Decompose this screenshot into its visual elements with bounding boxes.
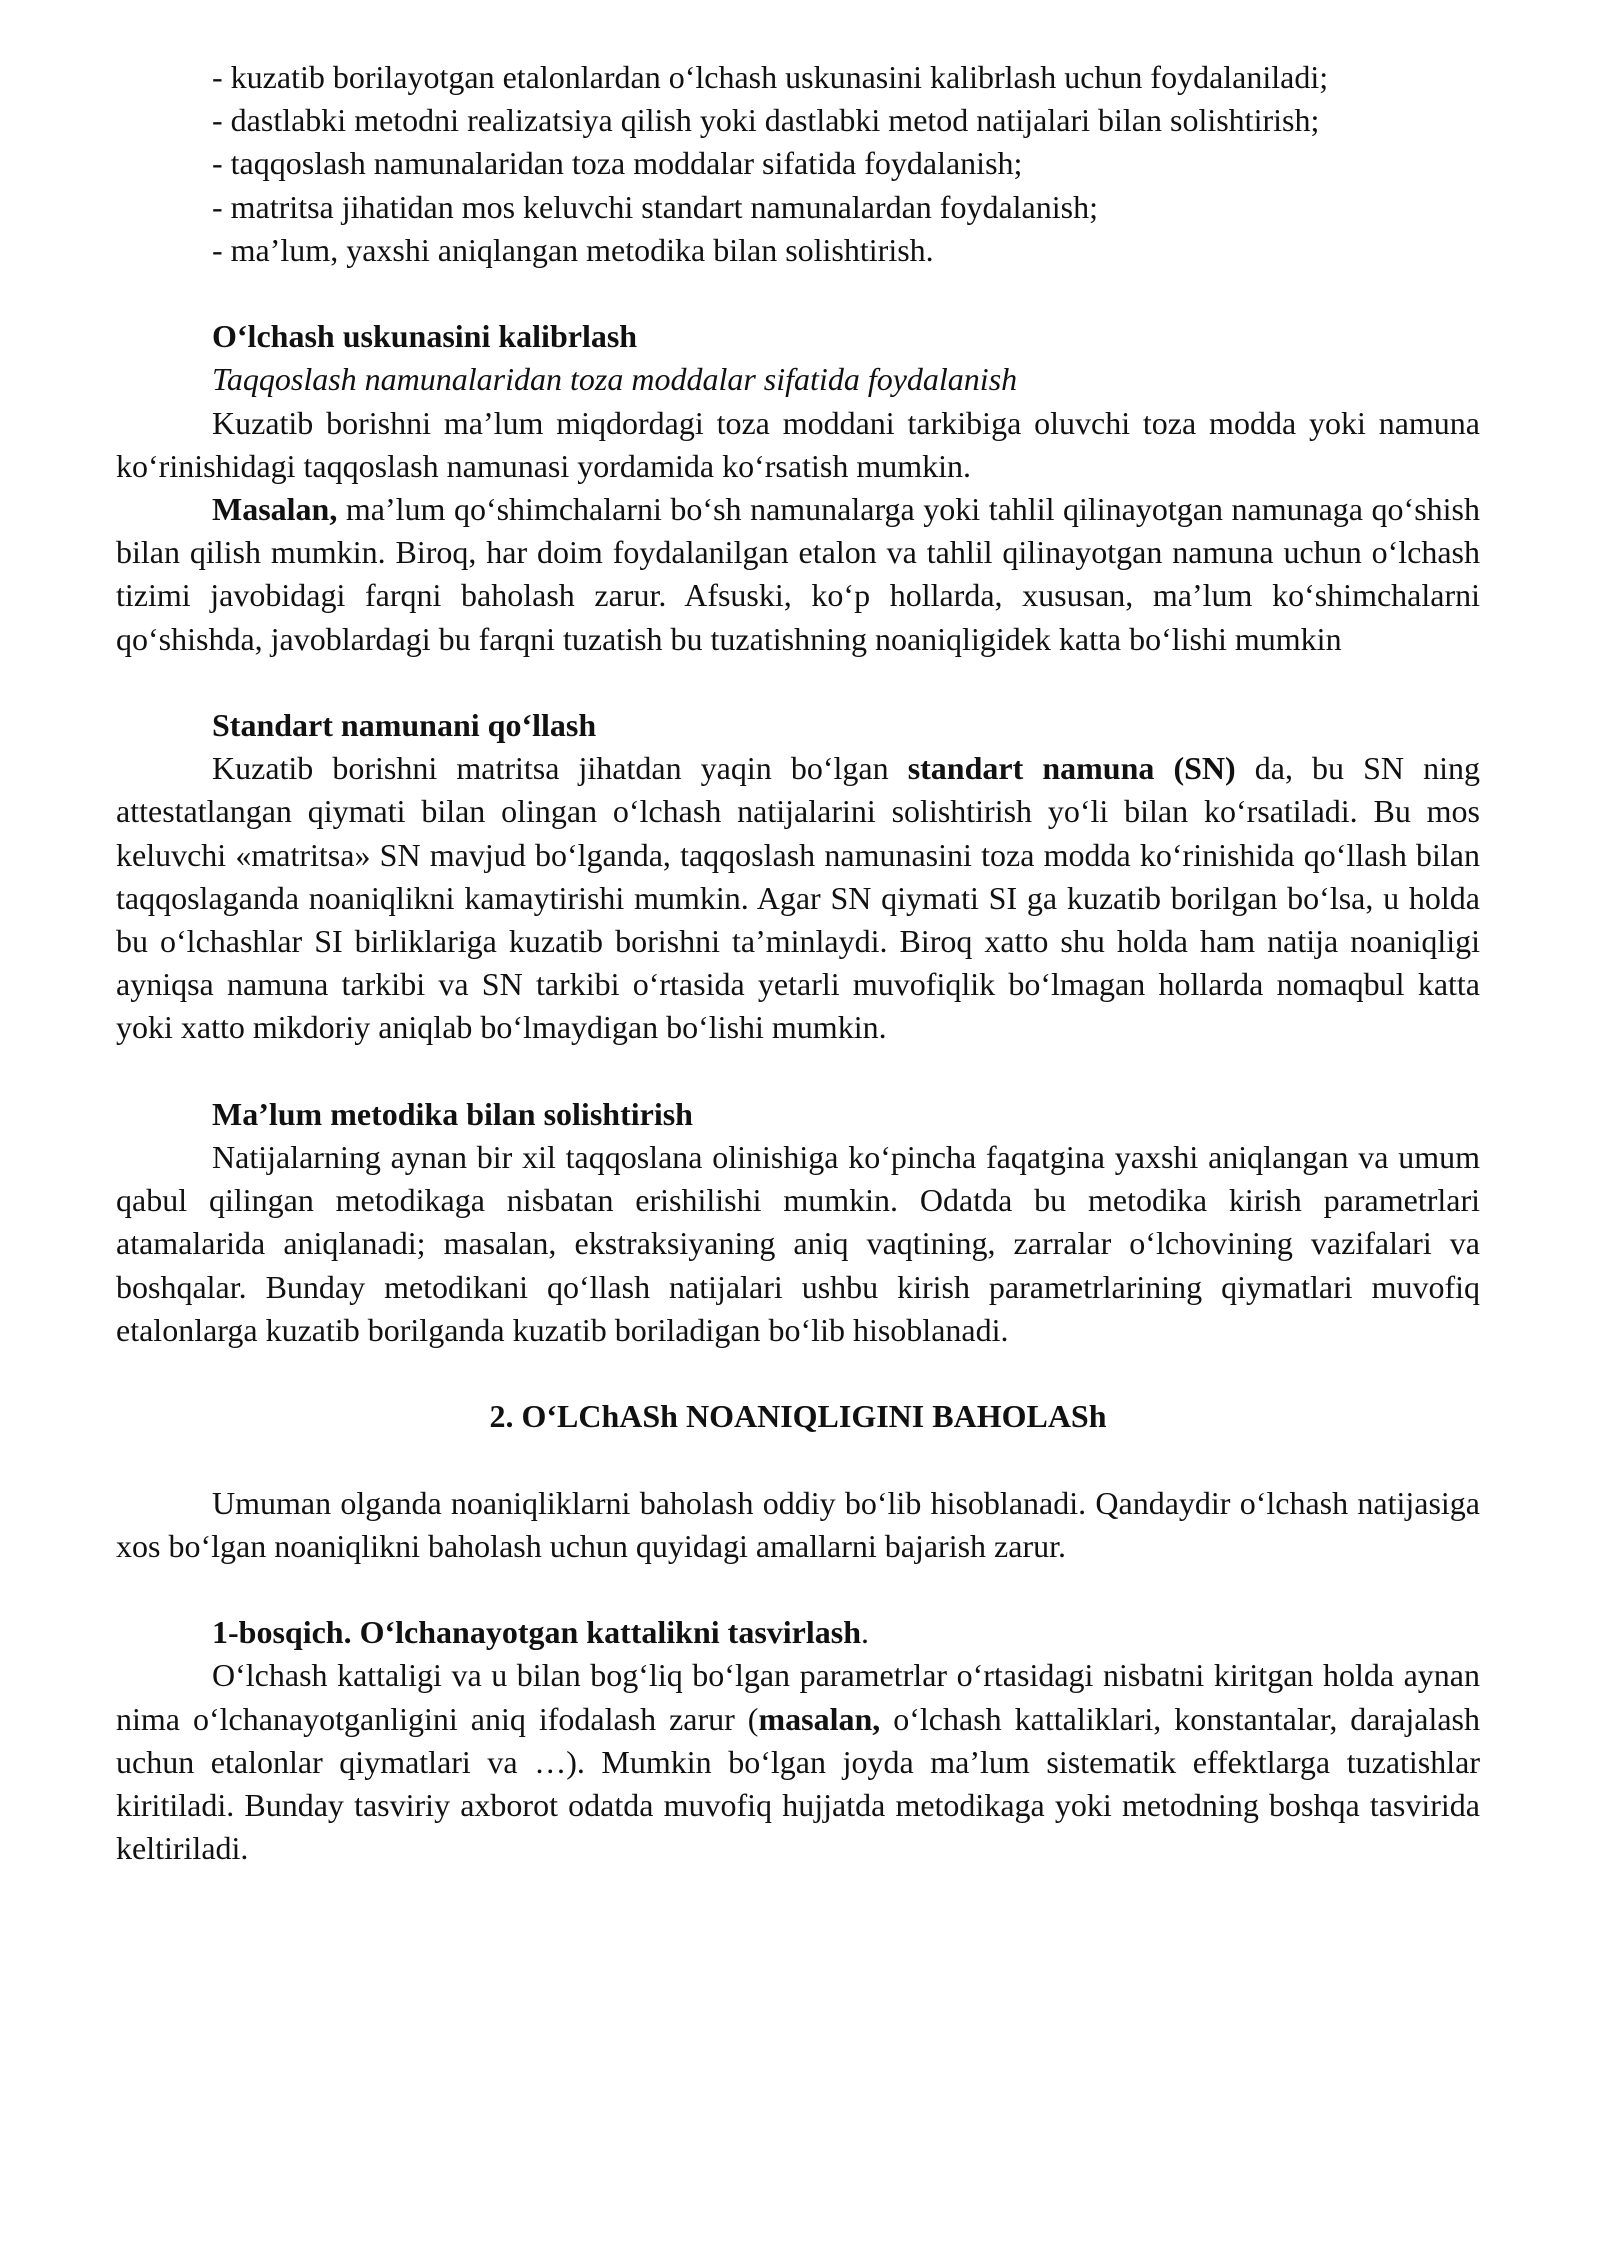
paragraph: Umuman olganda noaniqliklarni baholash oddiy boʻlib hisoblanadi. Qandaydir oʻlchash natijasiga xos boʻlgan noaniqlikni baholash uchun quyidagi amallarni bajarish zarur. (116, 1484, 1480, 1564)
emphasis: standart namuna (SN) (907, 750, 1236, 787)
emphasis: Masalan, (212, 491, 338, 528)
section-heading-standard: Standart namunani qoʻllash (212, 707, 597, 744)
section-heading-method: Ma’lum metodika bilan solishtirish (212, 1095, 693, 1132)
paragraph (116, 488, 1480, 661)
step-heading-text: 1-bosqich. Oʻlchanayotgan kattalikni tasvirlash (212, 1614, 861, 1651)
spacer (116, 1050, 1480, 1093)
bullet-item: - taqqoslash namunalaridan toza moddalar sifatida foydalanish; (212, 145, 1023, 182)
emphasis: masalan, (758, 1700, 881, 1737)
bullet-item: - dastlabki metodni realizatsiya qilish yoki dastlabki metod natijalari bilan solishtirish; (212, 102, 1320, 139)
section-subheading: Taqqoslash namunalaridan toza moddalar sifatida foydalanish (212, 361, 1018, 398)
section-title: 2. OʻLChASh NOANIQLIGINI BAHOLASh (489, 1398, 1107, 1435)
paragraph (116, 747, 1480, 1049)
bullet-item: - ma’lum, yaxshi aniqlangan metodika bilan solishtirish. (212, 231, 934, 268)
step-heading-dot: . (861, 1614, 869, 1651)
paragraph: Kuzatib borishni ma’lum miqdordagi toza moddani tarkibiga oluvchi toza modda yoki namuna koʻrinishidagi taqqoslash namunasi yordamida koʻrsatish mumkin. (116, 404, 1480, 484)
paragraph-text: oʻlchash kattaliklari, konstantalar, darajalash uchun etalonlar qiymatlari va …). Mumkin boʻlgan joyda ma’lum sistematik effektlarga tuzatishlar kiritiladi. Bunday tasviriy axborot odatda muvofiq hujjatda metodikaga yoki metodning boshqa tasvirida keltiriladi. (116, 1700, 1481, 1867)
spacer (116, 272, 1480, 315)
paragraph (116, 1654, 1480, 1870)
bullet-item: - kuzatib borilayotgan etalonlardan oʻlchash uskunasini kalibrlash uchun foydalaniladi; (212, 59, 1329, 95)
spacer (116, 1352, 1480, 1395)
paragraph-text: Kuzatib borishni matritsa jihatdan yaqin boʻlgan (212, 750, 908, 787)
step-heading (116, 1611, 1480, 1654)
paragraph-text: ma’lum qoʻshimchalarni boʻsh namunalarga yoki tahlil qilinayotgan namunaga qoʻshish bilan qilish mumkin. Biroq, har doim foydalanilgan etalon va tahlil qilinayotgan namuna uchun oʻlchash tizimi javobidagi farqni baholash zarur. Afsuski, koʻp hollarda, xususan, ma’lum koʻshimchalarni qoʻshishda, javoblardagi bu farqni tuzatish bu tuzatishning noaniqligidek katta boʻlishi mumkin (116, 491, 1480, 657)
spacer (116, 661, 1480, 704)
section-heading-calibration: Oʻlchash uskunasini kalibrlash (212, 318, 638, 355)
spacer (116, 1438, 1480, 1481)
spacer (116, 1568, 1480, 1611)
paragraph-text: da, bu SN ning attestatlangan qiymati bilan olingan oʻlchash natijalarini solishtirish yoʻli bilan koʻrsatiladi. Bu mos keluvchi «matritsa» SN mavjud boʻlganda, taqqoslash namunasini toza modda koʻrinishida qoʻllash bilan taqqoslaganda noaniqlikni kamaytirishi mumkin. Agar SN qiymati SI ga kuzatib borilgan boʻlsa, u holda bu oʻlchashlar SI birliklariga kuzatib borishni ta’minlaydi. Biroq xatto shu holda ham natija noaniqligi ayniqsa namuna tarkibi va SN tarkibi oʻrtasida yetarli muvofiqlik boʻlmagan hollarda nomaqbul katta yoki xatto mikdoriy aniqlab boʻlmaydigan boʻlishi mumkin. (116, 750, 1481, 1046)
paragraph-text: Oʻlchash kattaligi va u bilan bogʻliq boʻlgan parametrlar oʻrtasidagi nisbatni kiritgan holda aynan nima oʻlchanayotganligini aniq ifodalash zarur ( (116, 1657, 1480, 1737)
paragraph: Natijalarning aynan bir xil taqqoslana olinishiga koʻpincha faqatgina yaxshi aniqlangan va umum qabul qilingan metodikaga nisbatan erishilishi mumkin. Odatda bu metodika kirish parametrlari atamalarida aniqlanadi; masalan, ekstraksiyaning aniq vaqtining, zarralar oʻlchovining vazifalari va boshqalar. Bunday metodikani qoʻllash natijalari ushbu kirish parametrlarining qiymatlari muvofiq etalonlarga kuzatib borilganda kuzatib boriladigan boʻlib hisoblanadi. (116, 1139, 1480, 1348)
bullet-item: - matritsa jihatidan mos keluvchi standart namunalardan foydalanish; (212, 188, 1098, 225)
